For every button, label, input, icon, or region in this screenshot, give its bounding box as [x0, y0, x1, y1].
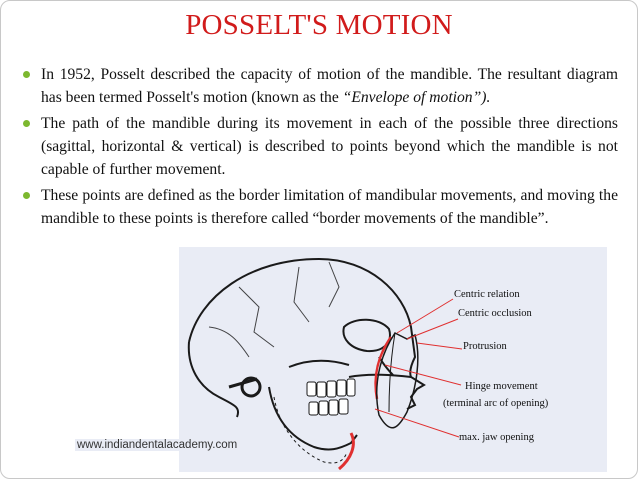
label-max-jaw-opening: max. jaw opening [459, 432, 534, 443]
bullet-item [23, 112, 618, 181]
bullet-text: The path of the mandible during its movement in each of the possible three directions (sagittal, horizontal & vertical) is described to points beyond which the mandible is not capable of further movement. [41, 115, 618, 178]
bullet-list [23, 63, 618, 233]
bullet-text: In 1952, Posselt described the capacity of motion of the mandible. The resultant diagram has been termed Posselt's motion (known as the [41, 66, 618, 106]
orbit-outline [343, 320, 389, 351]
label-centric-occlusion: Centric occlusion [458, 308, 532, 319]
label-protrusion: Protrusion [463, 341, 507, 352]
bullet-italic-text: “Envelope of motion”). [342, 89, 491, 106]
face-outline [349, 375, 411, 377]
bullet-dot-icon [23, 71, 30, 78]
label-centric-relation: Centric relation [454, 289, 520, 300]
website-footer: www.indiandentalacademy.com [77, 439, 238, 451]
skull-diagram [179, 247, 607, 472]
bullet-item [23, 63, 618, 109]
slide-title: POSSELT'S MOTION [185, 9, 453, 41]
bullet-dot-icon [23, 120, 30, 127]
bullet-text: These points are defined as the border limitation of mandibular movements, and moving the mandible to these points is therefore called “border movements of the mandible”. [41, 187, 618, 227]
hinge-arc [339, 433, 353, 469]
bullet-item [23, 184, 618, 230]
label-hinge-movement: Hinge movement [465, 381, 538, 392]
bullet-dot-icon [23, 192, 30, 199]
occipital-outline [189, 342, 238, 417]
skull-illustration [179, 247, 607, 472]
zygomatic-outline [289, 361, 349, 367]
label-terminal-arc: (terminal arc of opening) [443, 398, 549, 409]
